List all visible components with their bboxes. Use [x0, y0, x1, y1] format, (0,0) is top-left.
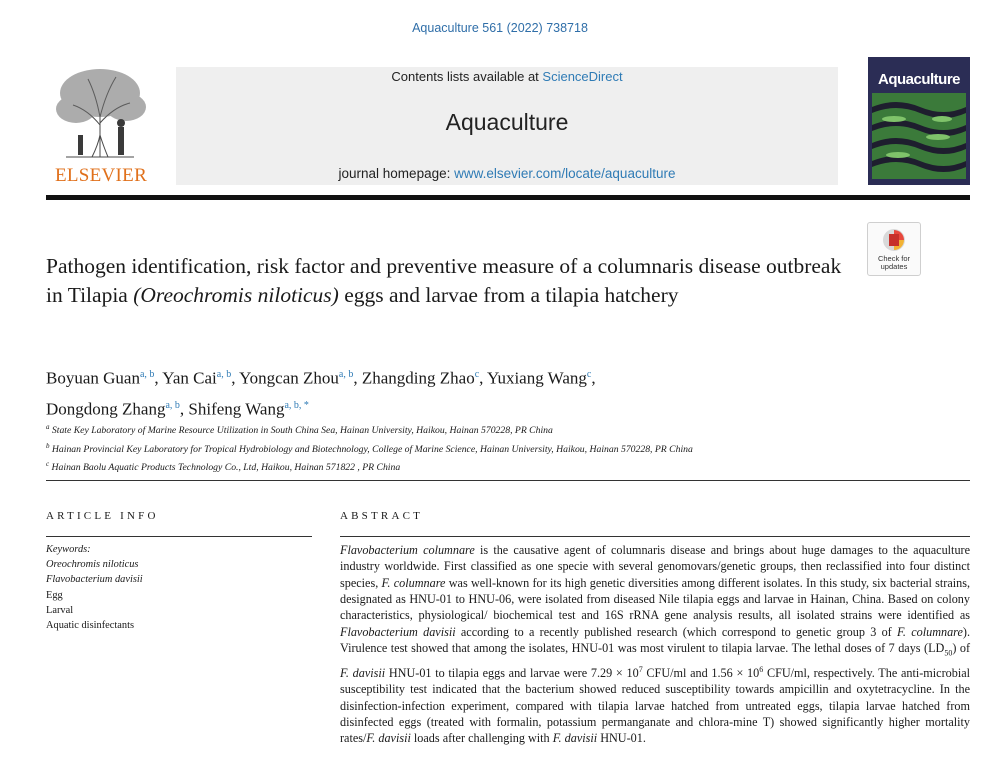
check-updates-line2: updates [880, 262, 908, 271]
elsevier-tree-icon [48, 65, 152, 161]
title-part1: Pathogen identification, risk factor and preventive measure of a columnaris disease outbreak in Tilapia [46, 254, 842, 307]
author-separator: , [179, 399, 189, 419]
keywords-label: Keywords: [46, 544, 91, 555]
author-separator: , [479, 368, 488, 388]
check-updates-label [868, 255, 920, 271]
elsevier-wordmark: ELSEVIER [54, 165, 148, 186]
check-updates-icon [868, 225, 920, 257]
abstract-species: F. columnare [381, 575, 446, 590]
affiliation-key: a [46, 423, 50, 431]
author-name[interactable]: Yan Cai [162, 368, 217, 388]
sciencedirect-link[interactable]: ScienceDirect [542, 69, 623, 84]
author-affiliation-marker[interactable]: c [586, 369, 592, 380]
abstract-text-run: CFU/ml and 1.56 × 10 [642, 665, 760, 680]
author-list [46, 361, 926, 422]
author-separator: , [154, 368, 163, 388]
author-affiliation-marker[interactable]: a, b [165, 399, 180, 411]
abstract-species: Flavobacterium davisii [340, 624, 456, 639]
affiliation-list [46, 420, 946, 476]
author-separator: , [591, 368, 596, 388]
abstract-species: Flavobacterium columnare [340, 543, 475, 557]
contents-line [176, 69, 838, 84]
affiliation-text: State Key Laboratory of Marine Resource Utilization in South China Sea, Hainan University, Haikou, Hainan 570228, PR China [51, 425, 553, 437]
title-part2: eggs and larvae from a tilapia hatchery [338, 283, 679, 307]
homepage-prefix: journal homepage: [338, 166, 455, 181]
abstract-species: F. columnare [897, 624, 963, 639]
author-name[interactable]: Zhangding Zhao [361, 368, 475, 388]
abstract-species: F. davisii [366, 731, 411, 746]
abstract-heading: ABSTRACT [340, 510, 424, 522]
header-divider [46, 195, 970, 200]
author-affiliation-marker[interactable]: a, b [139, 369, 155, 380]
affiliation-text: Hainan Baolu Aquatic Products Technology Co., Ltd, Haikou, Hainan 571822 , PR China [51, 462, 401, 474]
keyword-item: Egg [46, 589, 63, 601]
abstract-body [340, 542, 970, 747]
keyword-item: Larval [46, 604, 74, 616]
journal-cover[interactable] [868, 57, 970, 185]
keyword-item: Oreochromis niloticus [46, 559, 139, 571]
check-updates-line1: Check for [877, 254, 911, 263]
homepage-line [176, 166, 838, 181]
journal-header [46, 57, 970, 187]
abstract-text-run: HNU-01. [597, 731, 646, 746]
corresponding-author-marker[interactable]: a, b, * [284, 399, 309, 411]
affiliation-item [46, 420, 946, 439]
abstract-text-run: CFU/ml, respectively. The anti-microbial susceptibility test indicated that the bacterium showed reduced susceptibility towards ampicillin and oxytetracycline. In the disinfection-infection experiment, compared with tilapia larvae hatched from untreated eggs, tilapia larvae hatched from disinfected eggs (treated with formalin, potassium permanganate and chlora-mine T) showed significantly higher mortality rates/ [340, 665, 971, 746]
affiliation-key: b [46, 441, 50, 450]
affiliation-item [46, 457, 946, 476]
abstract-species: F. davisii [340, 665, 386, 680]
section-divider [46, 480, 970, 481]
exponent: 6 [759, 664, 764, 674]
author-separator: , [231, 368, 240, 388]
journal-homepage-link[interactable]: www.elsevier.com/locate/aquaculture [454, 166, 676, 181]
abstract-text-run: was well-known for its high genetic diversities among different isolates. In this study, six bacterial strains, designated as HNU-01 to HNU-06, were isolated from diseased Nile tilapia eggs and larvae in Hainan, China. Based on colony characteristics, physiological/ biochemical test and 16S rRNA gene analysis results, all isolated strains were identified as [340, 575, 970, 623]
keywords-list [46, 542, 316, 633]
author-name[interactable]: Boyuan Guan [46, 368, 140, 388]
author-separator: , [353, 368, 362, 388]
keyword-item: Flavobacterium davisii [46, 574, 143, 586]
article-info-heading: ARTICLE INFO [46, 510, 159, 522]
journal-name: Aquaculture [445, 109, 569, 135]
abstract-text-run: is the causative agent of columnaris disease and brings about huge damages to the aquaculture industry worldwide. First classified as one specie with several genomovars/genetic groups, then reclassified into four distinct species, [340, 543, 971, 590]
author-affiliation-marker[interactable]: a, b [338, 369, 354, 380]
cover-title: Aquaculture [877, 71, 960, 88]
abstract-text-run: loads after challenging with [410, 731, 553, 746]
keyword-item: Aquatic disinfectants [46, 620, 135, 632]
abstract-divider [340, 536, 970, 537]
elsevier-logo[interactable] [46, 65, 156, 185]
affiliation-item [46, 439, 946, 458]
abstract-species: F. davisii [552, 731, 598, 746]
author-name[interactable]: Dongdong Zhang [46, 399, 166, 419]
abstract-text-run: ) of [952, 641, 970, 656]
article-info-divider [46, 536, 312, 537]
author-name[interactable]: Yongcan Zhou [239, 368, 339, 388]
author-name[interactable]: Yuxiang Wang [487, 368, 587, 388]
abstract-text-run: according to a recently published research (which correspond to genetic group 3 of [455, 624, 898, 639]
contents-prefix: Contents lists available at [391, 69, 543, 84]
abstract-text-run: ). Virulence test showed that among the isolates, HNU-01 was most virulent to tilapia larvae. The lethal doses of 7 days (LD [340, 624, 970, 656]
ld-subscript: 50 [944, 648, 953, 658]
author-name[interactable]: Shifeng Wang [188, 399, 285, 419]
title-species: (Oreochromis niloticus) [133, 283, 339, 307]
article-title [46, 252, 856, 310]
journal-info-box [176, 67, 838, 185]
author-affiliation-marker[interactable]: a, b [216, 369, 232, 380]
check-for-updates-badge[interactable] [867, 222, 921, 276]
exponent: 7 [638, 664, 643, 674]
author-affiliation-marker[interactable]: c [474, 369, 480, 380]
journal-citation[interactable]: Aquaculture 561 (2022) 738718 [412, 21, 588, 35]
affiliation-text: Hainan Provincial Key Laboratory for Tropical Hydrobiology and Biotechnology, College of Marine Science, Hainan University, Haikou, Hainan 570228, PR China [51, 443, 693, 455]
affiliation-key: c [46, 460, 50, 469]
abstract-text-run: HNU-01 to tilapia eggs and larvae were 7.29 × 10 [385, 665, 639, 680]
